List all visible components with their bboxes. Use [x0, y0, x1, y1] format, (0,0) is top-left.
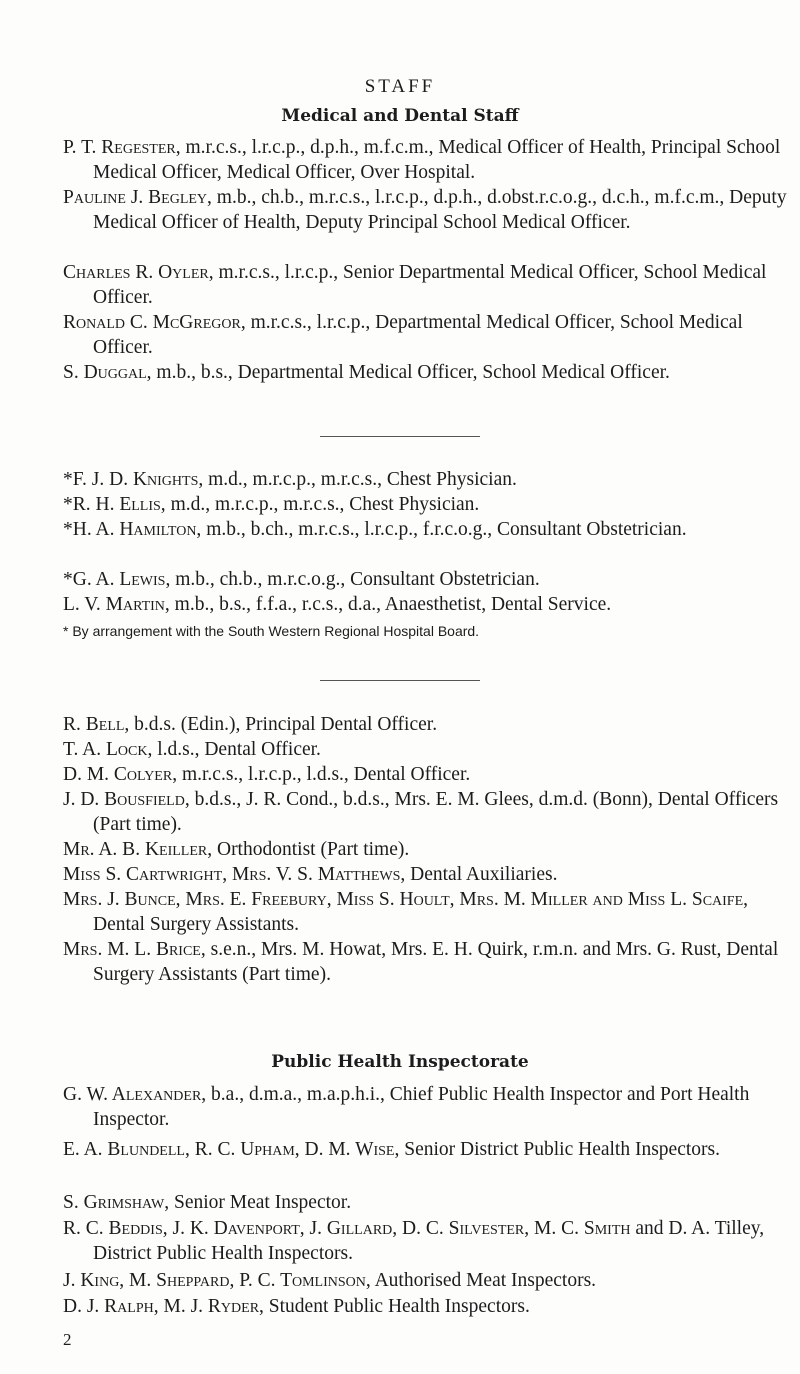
staff-entry: T. A. Lock, l.d.s., Dental Officer. — [63, 739, 321, 760]
staff-entry: Ronald C. McGregor, m.r.c.s., l.r.c.p., Departmental Medical Officer, School Medical Officer. — [63, 312, 743, 358]
section-heading-inspectorate: Public Health Inspectorate — [271, 1052, 529, 1072]
footnote: * By arrangement with the South Western Regional Hospital Board. — [63, 623, 480, 639]
staff-entry: Mrs. J. Bunce, Mrs. E. Freebury, Miss S. Hoult, Mrs. M. Miller and Miss L. Scaife, Dental Surgery Assistants. — [63, 889, 749, 935]
staff-entry: *G. A. Lewis, m.b., ch.b., m.r.c.o.g., Consultant Obstetrician. — [63, 569, 540, 590]
staff-entry: *H. A. Hamilton, m.b., b.ch., m.r.c.s., l.r.c.p., f.r.c.o.g., Consultant Obstetrician. — [63, 519, 687, 540]
staff-entry: *F. J. D. Knights, m.d., m.r.c.p., m.r.c.s., Chest Physician. — [63, 469, 517, 490]
staff-entry: R. C. Beddis, J. K. Davenport, J. Gillard, D. C. Silvester, M. C. Smith and D. A. Tilley, District Public Health Inspectors. — [63, 1218, 765, 1264]
staff-entry: D. M. Colyer, m.r.c.s., l.r.c.p., l.d.s., Dental Officer. — [63, 764, 471, 785]
section-heading-medical: Medical and Dental Staff — [281, 106, 519, 126]
staff-entry: Mrs. M. L. Brice, s.e.n., Mrs. M. Howat, Mrs. E. H. Quirk, r.m.n. and Mrs. G. Rust, Dental Surgery Assistants (Part time). — [63, 939, 779, 985]
staff-entry: Mr. A. B. Keiller, Orthodontist (Part time). — [63, 839, 410, 860]
page-number: 2 — [63, 1330, 72, 1349]
staff-entry: Charles R. Oyler, m.r.c.s., l.r.c.p., Senior Departmental Medical Officer, School Medical Officer. — [63, 262, 767, 308]
staff-entry: S. Duggal, m.b., b.s., Departmental Medical Officer, School Medical Officer. — [63, 362, 670, 383]
staff-entry: J. D. Bousfield, b.d.s., J. R. Cond., b.d.s., Mrs. E. M. Glees, d.m.d. (Bonn), Dental Officers (Part time). — [63, 789, 779, 835]
staff-entry: Miss S. Cartwright, Mrs. V. S. Matthews, Dental Auxiliaries. — [63, 864, 558, 885]
page-title: STAFF — [364, 76, 436, 97]
staff-entry: S. Grimshaw, Senior Meat Inspector. — [63, 1192, 352, 1213]
staff-entry: G. W. Alexander, b.a., d.m.a., m.a.p.h.i., Chief Public Health Inspector and Port Health Inspector. — [63, 1084, 750, 1130]
divider — [320, 436, 480, 437]
staff-entry: *R. H. Ellis, m.d., m.r.c.p., m.r.c.s., Chest Physician. — [63, 494, 480, 515]
staff-entry: E. A. Blundell, R. C. Upham, D. M. Wise, Senior District Public Health Inspectors. — [63, 1139, 720, 1160]
staff-entry: P. T. Regester, m.r.c.s., l.r.c.p., d.p.h., m.f.c.m., Medical Officer of Health, Principal School Medical Officer, Medical Officer, Over Hospital. — [63, 137, 781, 183]
staff-entry: D. J. Ralph, M. J. Ryder, Student Public Health Inspectors. — [63, 1296, 530, 1317]
divider — [320, 680, 480, 681]
staff-entry: R. Bell, b.d.s. (Edin.), Principal Dental Officer. — [63, 714, 438, 735]
staff-entry: L. V. Martin, m.b., b.s., f.f.a., r.c.s., d.a., Anaesthetist, Dental Service. — [63, 594, 612, 615]
staff-entry: Pauline J. Begley, m.b., ch.b., m.r.c.s., l.r.c.p., d.p.h., d.obst.r.c.o.g., d.c.h., m.f.c.m., Deputy Medical Officer of Health, Deputy Principal School Medical Officer. — [63, 187, 787, 233]
staff-entry: J. King, M. Sheppard, P. C. Tomlinson, Authorised Meat Inspectors. — [63, 1270, 597, 1291]
